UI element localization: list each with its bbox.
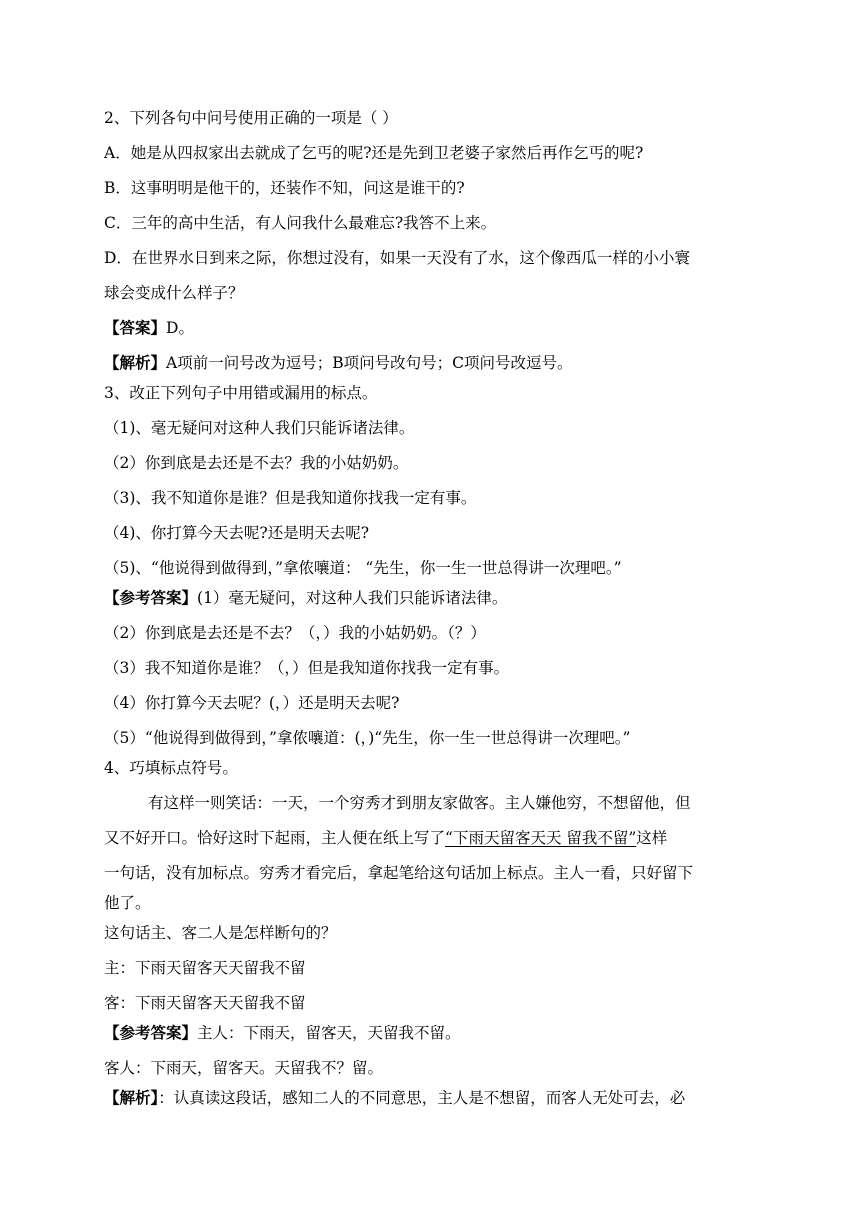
q3-item-2: （2）你到底是去还是不去？我的小姑奶奶。 [104,454,409,472]
q2-analysis [104,353,764,373]
analysis-label: 【解析】 [104,353,167,372]
q2-option-c: C．三年的高中生活，有人问我什么最难忘?我答不上来。 [104,214,497,232]
q2-option-b: B．这事明明是他干的，还装作不知，问这是谁干的? [104,179,465,197]
answer-text: 主人：下雨天，留客天，天留我不留。 [197,1024,461,1042]
q2-option-a: A．她是从四叔家出去就成了乞丐的呢?还是先到卫老婆子家然后再作乞丐的呢? [104,144,644,162]
answer-text: (1）毫无疑问，对这种人我们只能诉诸法律。 [197,589,508,607]
q2-answer [104,318,764,338]
q2-option-d-line2: 球会变成什么样子？ [104,284,244,302]
q4-host-line: 主：下雨天留客天天留我不留 [104,959,306,977]
q4-guest-line: 客：下雨天留客天天留我不留 [104,994,306,1012]
q3-answer-3: （3）我不知道你是谁？（，）但是我知道你找我一定有事。 [104,659,510,677]
paragraph-text: 又不好开口。恰好这时下起雨，主人便在纸上写了 [104,829,446,847]
analysis-label: 【解析】 [104,1088,159,1107]
q3-item-1: （1)、毫无疑问对这种人我们只能诉诸法律。 [104,419,415,437]
q4-answer-host [104,1023,764,1043]
q3-item-4: （4)、你打算今天去呢?还是明天去呢? [104,524,370,542]
answer-text: D。 [166,319,194,337]
q3-answer-5: （5）“他说得到做得到，”拿侬嚷道：(，)“先生，你一生一世总得讲一次理吧。” [104,729,631,747]
analysis-text: A项前一问号改为逗号；B项问号改句号；C项问号改逗号。 [166,354,573,372]
q2-stem: 2、下列各句中问号使用正确的一项是（ ） [104,109,398,127]
q3-answer-4: （4）你打算今天去呢？(，）还是明天去呢? [104,694,400,712]
q3-item-3: （3)、我不知道你是谁？但是我知道你找我一定有事。 [104,489,477,507]
analysis-text: ：认真读这段话，感知二人的不同意思，主人是不想留，而客人无处可去，必 [158,1089,686,1107]
q4-stem: 4、巧填标点符号。 [104,759,238,777]
q4-answer-guest: 客人：下雨天，留客天。天留我不？留。 [104,1059,384,1077]
q4-paragraph-line4: 他了。 [104,894,151,912]
quoted-sentence: “下雨天留客天天 留我不留” [445,829,637,847]
q3-stem: 3、改正下列句子中用错或漏用的标点。 [104,384,378,402]
q4-analysis [104,1088,764,1108]
q3-answer-2: （2）你到底是去还是不去？（，）我的小姑奶奶。（？） [104,624,486,642]
q4-paragraph-line3: 一句话，没有加标点。穷秀才看完后，拿起笔给这句话加上标点。主人一看，只好留下 [104,864,694,882]
q4-paragraph-line1: 有这样一则笑话：一天，一个穷秀才到朋友家做客。主人嫌他穷，不想留他，但 [148,794,691,812]
q3-item-5: （5)、“他说得到做得到，”拿侬嚷道： “先生，你一生一世总得讲一次理吧。” [104,559,622,577]
paragraph-text: 这样 [636,829,668,847]
answer-label: 【参考答案】 [104,1023,198,1042]
q4-question: 这句话主、客二人是怎样断句的？ [104,924,337,942]
q3-answer-1 [104,588,764,608]
answer-label: 【答案】 [104,318,167,337]
q2-option-d-line1: D．在世界水日到来之际，你想过没有，如果一天没有了水，这个像西瓜一样的小小寰 [104,249,690,267]
q4-paragraph-line2 [104,828,764,848]
answer-label: 【参考答案】 [104,588,198,607]
